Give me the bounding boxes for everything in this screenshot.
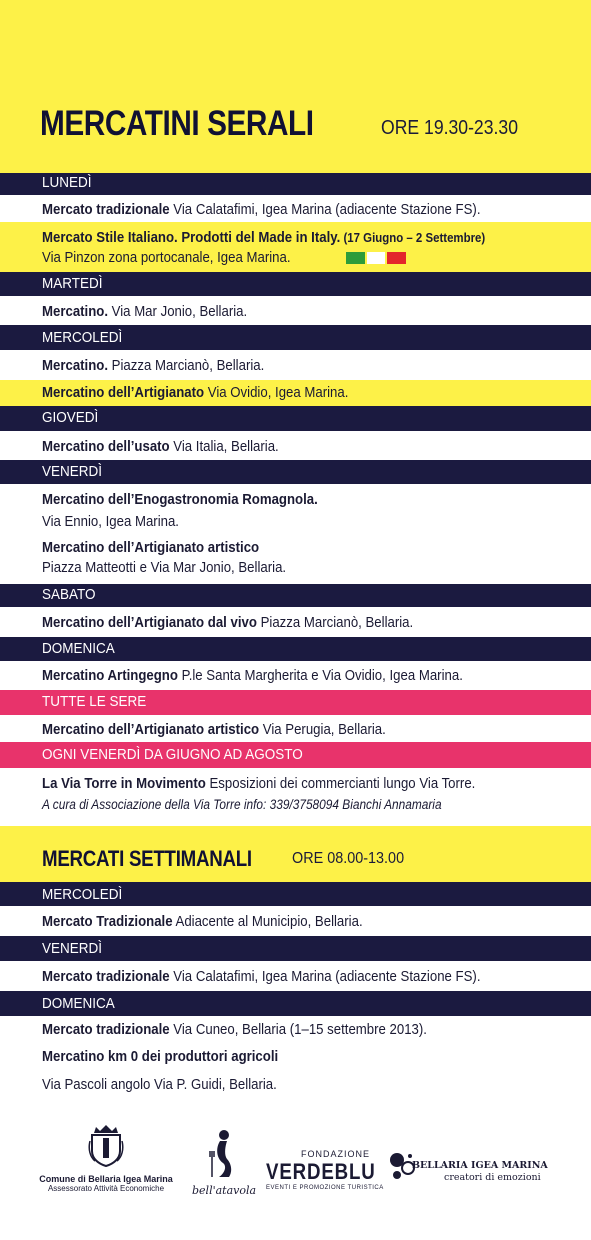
market-place: Via Ennio, Igea Marina.: [42, 513, 179, 530]
market-row: [0, 195, 591, 222]
market-line: [42, 1048, 278, 1065]
market-row: [0, 431, 591, 460]
market-name: Mercatino dell’usato: [42, 438, 170, 455]
market-place: Esposizioni dei commercianti lungo Via Torre.: [205, 775, 476, 792]
market-line: [42, 968, 480, 985]
market-row: [0, 296, 591, 325]
day-label: DOMENICA: [42, 995, 115, 1012]
day-bar-ogni-venerdi: [0, 742, 591, 768]
market-place: Via Perugia, Bellaria.: [259, 721, 386, 738]
bellaria-name: BELLARIA IGEA MARINA: [412, 1160, 548, 1171]
day-label: MARTEDÌ: [42, 275, 103, 292]
market-line: [42, 201, 480, 218]
day-bar-venerdi-weekly: [0, 936, 591, 961]
market-line: [42, 513, 179, 530]
market-place: Piazza Marcianò, Bellaria.: [108, 357, 265, 374]
day-label: SABATO: [42, 586, 96, 603]
market-place: Via Pinzon zona portocanale, Igea Marina.: [42, 249, 291, 266]
comune-name: Comune di Bellaria Igea Marina: [39, 1174, 173, 1184]
market-name: Mercatino dell’Enogastronomia Romagnola.: [42, 491, 318, 508]
market-name: Mercatino km 0 dei produttori agricoli: [42, 1048, 279, 1065]
coat-of-arms-icon: [86, 1123, 126, 1167]
market-line: [42, 539, 259, 556]
day-label: MERCOLEDÌ: [42, 886, 123, 903]
section-hours: ORE 08.00-13.00: [292, 850, 405, 867]
header-band: [0, 0, 591, 173]
market-name: Mercatino dell’Artigianato: [42, 384, 205, 401]
page-title: MERCATINI SERALI: [40, 104, 314, 143]
day-bar-martedi: [0, 272, 591, 296]
market-row-highlight: [0, 222, 591, 272]
market-line: [42, 775, 475, 792]
day-bar-domenica: [0, 637, 591, 661]
bellaria-tagline: creatori di emozioni: [444, 1172, 541, 1183]
market-row: [0, 484, 591, 584]
verdeblu-logo: [266, 1149, 384, 1191]
day-bar-giovedi: [0, 406, 591, 431]
market-line: [42, 614, 413, 631]
market-dates: (17 Giugno – 2 Settembre): [340, 230, 486, 245]
market-place: Piazza Matteotti e Via Mar Jonio, Bellaria.: [42, 559, 287, 576]
market-row: [0, 607, 591, 637]
market-line: [42, 357, 264, 374]
market-place: Via Cuneo, Bellaria (1–15 settembre 2013).: [169, 1021, 427, 1038]
section-title: MERCATI SETTIMANALI: [42, 846, 252, 871]
day-label: DOMENICA: [42, 640, 115, 657]
market-name: Mercato Stile Italiano. Prodotti del Made in Italy.: [42, 229, 341, 246]
market-place: Adiacente al Municipio, Bellaria.: [172, 913, 363, 930]
day-bar-mercoledi-weekly: [0, 882, 591, 906]
market-line: [42, 1021, 427, 1038]
market-place: Via Calatafimi, Igea Marina (adiacente Stazione FS).: [169, 201, 481, 218]
italian-flag-icon: [346, 252, 408, 264]
market-row: [0, 906, 591, 936]
market-note: A cura di Associazione della Via Torre info: 339/3758094 Bianchi Annamaria: [42, 797, 442, 812]
page-title-wrap: [40, 104, 362, 144]
market-name: La Via Torre in Movimento: [42, 775, 206, 792]
market-line: [42, 384, 348, 401]
market-name: Mercatino.: [42, 357, 109, 374]
day-label: VENERDÌ: [42, 940, 103, 957]
market-row: [0, 350, 591, 380]
day-label: LUNEDÌ: [42, 174, 92, 191]
market-line: [42, 559, 286, 576]
day-label: VENERDÌ: [42, 463, 103, 480]
market-name: Mercato tradizionale: [42, 968, 170, 985]
day-label: TUTTE LE SERE: [42, 693, 147, 710]
market-row: [0, 768, 591, 820]
comune-logo: [36, 1123, 176, 1193]
day-bar-domenica-weekly: [0, 991, 591, 1016]
bellatavola-name: bell'atavola: [192, 1184, 257, 1197]
market-name: Mercato tradizionale: [42, 1021, 170, 1038]
market-place: Via Italia, Bellaria.: [169, 438, 279, 455]
market-line: [42, 721, 386, 738]
bellatavola-logo: [192, 1129, 257, 1197]
day-bar-lunedi: [0, 173, 591, 195]
market-place: Via Ovidio, Igea Marina.: [204, 384, 349, 401]
day-bar-sabato: [0, 584, 591, 607]
market-line: [42, 229, 485, 246]
day-label: MERCOLEDÌ: [42, 329, 123, 346]
market-line: [42, 303, 247, 320]
mermaid-fork-icon: [207, 1129, 237, 1179]
verdeblu-name: VERDEBLU: [266, 1159, 376, 1184]
market-row: [0, 961, 591, 991]
market-name: Mercatino Artingegno: [42, 667, 178, 684]
market-name: Mercatino dell’Artigianato artistico: [42, 721, 260, 738]
day-bar-tutte-le-sere: [0, 690, 591, 715]
market-line: [42, 249, 291, 266]
market-name: Mercato tradizionale: [42, 201, 170, 218]
market-line: [42, 491, 318, 508]
market-row: [0, 1016, 591, 1102]
comune-department: Assessorato Attività Economiche: [47, 1184, 165, 1193]
market-place: Via Pascoli angolo Via P. Guidi, Bellaria.: [42, 1076, 277, 1093]
market-place: Piazza Marcianò, Bellaria.: [256, 614, 414, 631]
market-place: Via Calatafimi, Igea Marina (adiacente Stazione FS).: [169, 968, 481, 985]
market-name: Mercatino dell’Artigianato artistico: [42, 539, 260, 556]
market-line: [42, 913, 363, 930]
market-name: Mercatino dell’Artigianato dal vivo: [42, 614, 257, 631]
sponsor-logos: [0, 1115, 591, 1205]
market-row: [0, 661, 591, 690]
market-row: [0, 715, 591, 742]
market-line: [42, 1076, 277, 1093]
market-place: P.le Santa Margherita e Via Ovidio, Igea Marina.: [177, 667, 463, 684]
day-bar-mercoledi: [0, 325, 591, 350]
market-name: Mercatino.: [42, 303, 109, 320]
day-label: GIOVEDÌ: [42, 409, 99, 426]
market-line: [42, 438, 279, 455]
fondazione-label: FONDAZIONE: [300, 1149, 370, 1159]
market-line: [42, 796, 442, 813]
verdeblu-tagline: EVENTI E PROMOZIONE TURISTICA: [266, 1185, 384, 1191]
market-line: [42, 667, 463, 684]
page-title-hours: ORE 19.30-23.30: [381, 117, 518, 139]
day-bar-venerdi: [0, 460, 591, 484]
market-name: Mercato Tradizionale: [42, 913, 173, 930]
market-row-highlight: [0, 380, 591, 406]
market-place: Via Mar Jonio, Bellaria.: [108, 303, 248, 320]
day-label: OGNI VENERDÌ DA GIUGNO AD AGOSTO: [42, 746, 303, 763]
